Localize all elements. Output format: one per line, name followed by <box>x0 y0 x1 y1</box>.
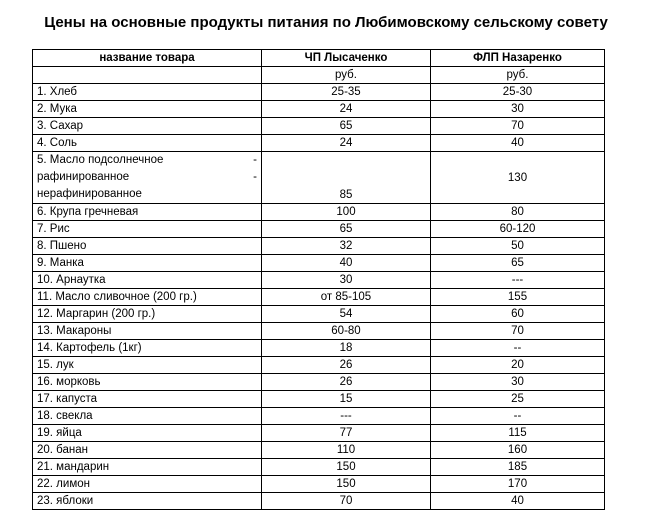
product-name-cell: 1. Хлеб <box>33 84 262 101</box>
price-seller-2-cell: 40 <box>431 135 605 152</box>
table-row <box>33 255 605 272</box>
product-name-cell: 8. Пшено <box>33 238 262 255</box>
product-name-cell: 14. Картофель (1кг) <box>33 340 262 357</box>
column-header-seller-2: ФЛП Назаренко <box>431 50 605 67</box>
price-seller-1-cell: 85 <box>262 152 431 204</box>
product-name-cell: 3. Сахар <box>33 118 262 135</box>
price-seller-2-cell: 50 <box>431 238 605 255</box>
product-name-cell: 9. Манка <box>33 255 262 272</box>
product-name-cell: 23. яблоки <box>33 493 262 510</box>
price-seller-2-cell: 25 <box>431 391 605 408</box>
price-seller-1-cell: 110 <box>262 442 431 459</box>
price-seller-2-cell: 185 <box>431 459 605 476</box>
product-name-cell: 15. лук <box>33 357 262 374</box>
column-header-seller-1: ЧП Лысаченко <box>262 50 431 67</box>
price-seller-1-cell: 150 <box>262 476 431 493</box>
product-name-cell: 18. свекла <box>33 408 262 425</box>
price-seller-1-cell: 18 <box>262 340 431 357</box>
price-seller-2-cell: 160 <box>431 442 605 459</box>
table-row <box>33 408 605 425</box>
price-seller-1-cell: 150 <box>262 459 431 476</box>
product-name-cell <box>33 152 262 204</box>
price-seller-2-cell: 155 <box>431 289 605 306</box>
product-name-cell: 17. капуста <box>33 391 262 408</box>
price-seller-2-cell: 25-30 <box>431 84 605 101</box>
product-name-text: рафинированное <box>37 171 130 183</box>
price-seller-1-cell: 54 <box>262 306 431 323</box>
table-row <box>33 272 605 289</box>
units-cell-seller-1: руб. <box>262 67 431 84</box>
table-row <box>33 493 605 510</box>
product-name-cell: 4. Соль <box>33 135 262 152</box>
table-row <box>33 340 605 357</box>
units-row <box>33 67 605 84</box>
price-seller-2-cell: 70 <box>431 118 605 135</box>
price-seller-2-cell: -- <box>431 408 605 425</box>
table-row <box>33 374 605 391</box>
price-seller-1-cell: 26 <box>262 374 431 391</box>
price-seller-2-cell: 130 <box>431 152 605 204</box>
table-row <box>33 442 605 459</box>
table-row <box>33 238 605 255</box>
price-seller-2-cell: 60 <box>431 306 605 323</box>
table-row <box>33 357 605 374</box>
price-seller-1-cell: 100 <box>262 204 431 221</box>
product-name-cell: 16. морковь <box>33 374 262 391</box>
price-seller-1-cell: 24 <box>262 135 431 152</box>
price-seller-2-cell: 20 <box>431 357 605 374</box>
price-seller-1-cell: 26 <box>262 357 431 374</box>
price-seller-1-cell: 24 <box>262 101 431 118</box>
table-row <box>33 323 605 340</box>
table-row <box>33 476 605 493</box>
price-seller-1-cell: 77 <box>262 425 431 442</box>
table-row <box>33 135 605 152</box>
product-name-cell: 13. Макароны <box>33 323 262 340</box>
units-cell-seller-2: руб. <box>431 67 605 84</box>
price-seller-2-cell: --- <box>431 272 605 289</box>
product-name-cell: 11. Масло сливочное (200 гр.) <box>33 289 262 306</box>
table-row <box>33 221 605 238</box>
price-seller-2-cell: 60-120 <box>431 221 605 238</box>
product-name-line <box>37 186 257 203</box>
price-seller-2-cell: 40 <box>431 493 605 510</box>
product-name-cell: 10. Арнаутка <box>33 272 262 289</box>
table-row-oil <box>33 152 605 204</box>
product-name-cell: 2. Мука <box>33 101 262 118</box>
product-name-cell: 7. Рис <box>33 221 262 238</box>
price-seller-1-cell: 70 <box>262 493 431 510</box>
price-seller-1-cell: 32 <box>262 238 431 255</box>
product-name-cell: 21. мандарин <box>33 459 262 476</box>
price-seller-2-cell: -- <box>431 340 605 357</box>
table-row <box>33 459 605 476</box>
price-table <box>32 49 605 510</box>
price-seller-1-cell: 65 <box>262 118 431 135</box>
price-seller-2-cell: 115 <box>431 425 605 442</box>
table-row <box>33 289 605 306</box>
price-seller-1-cell: 30 <box>262 272 431 289</box>
table-row <box>33 118 605 135</box>
line-dash: - <box>253 171 257 183</box>
price-seller-1-cell: 15 <box>262 391 431 408</box>
table-row <box>33 84 605 101</box>
product-name-cell: 6. Крупа гречневая <box>33 204 262 221</box>
price-seller-1-cell: 60-80 <box>262 323 431 340</box>
table-row <box>33 204 605 221</box>
price-seller-2-cell: 70 <box>431 323 605 340</box>
page-title: Цены на основные продукты питания по Любимовскому сельскому совету <box>44 14 608 31</box>
price-seller-1-cell: 65 <box>262 221 431 238</box>
table-row <box>33 391 605 408</box>
table-row <box>33 101 605 118</box>
table-header-row <box>33 50 605 67</box>
price-seller-2-cell: 30 <box>431 101 605 118</box>
price-seller-2-cell: 65 <box>431 255 605 272</box>
price-seller-2-cell: 30 <box>431 374 605 391</box>
price-seller-1-cell: от 85-105 <box>262 289 431 306</box>
column-header-product: название товара <box>33 50 262 67</box>
product-name-cell: 22. лимон <box>33 476 262 493</box>
product-name-text: нерафинированное <box>37 188 142 200</box>
units-cell-product <box>33 67 262 84</box>
price-seller-1-cell: 25-35 <box>262 84 431 101</box>
product-name-cell: 12. Маргарин (200 гр.) <box>33 306 262 323</box>
product-name-line <box>37 152 257 169</box>
product-name-cell: 20. банан <box>33 442 262 459</box>
line-dash: - <box>253 154 257 166</box>
product-name-cell: 19. яйца <box>33 425 262 442</box>
price-seller-2-cell: 80 <box>431 204 605 221</box>
price-seller-1-cell: --- <box>262 408 431 425</box>
table-row <box>33 425 605 442</box>
price-seller-1-cell: 40 <box>262 255 431 272</box>
price-seller-2-cell: 170 <box>431 476 605 493</box>
product-name-text: 5. Масло подсолнечное <box>37 154 164 166</box>
product-name-line <box>37 169 257 186</box>
table-row <box>33 306 605 323</box>
